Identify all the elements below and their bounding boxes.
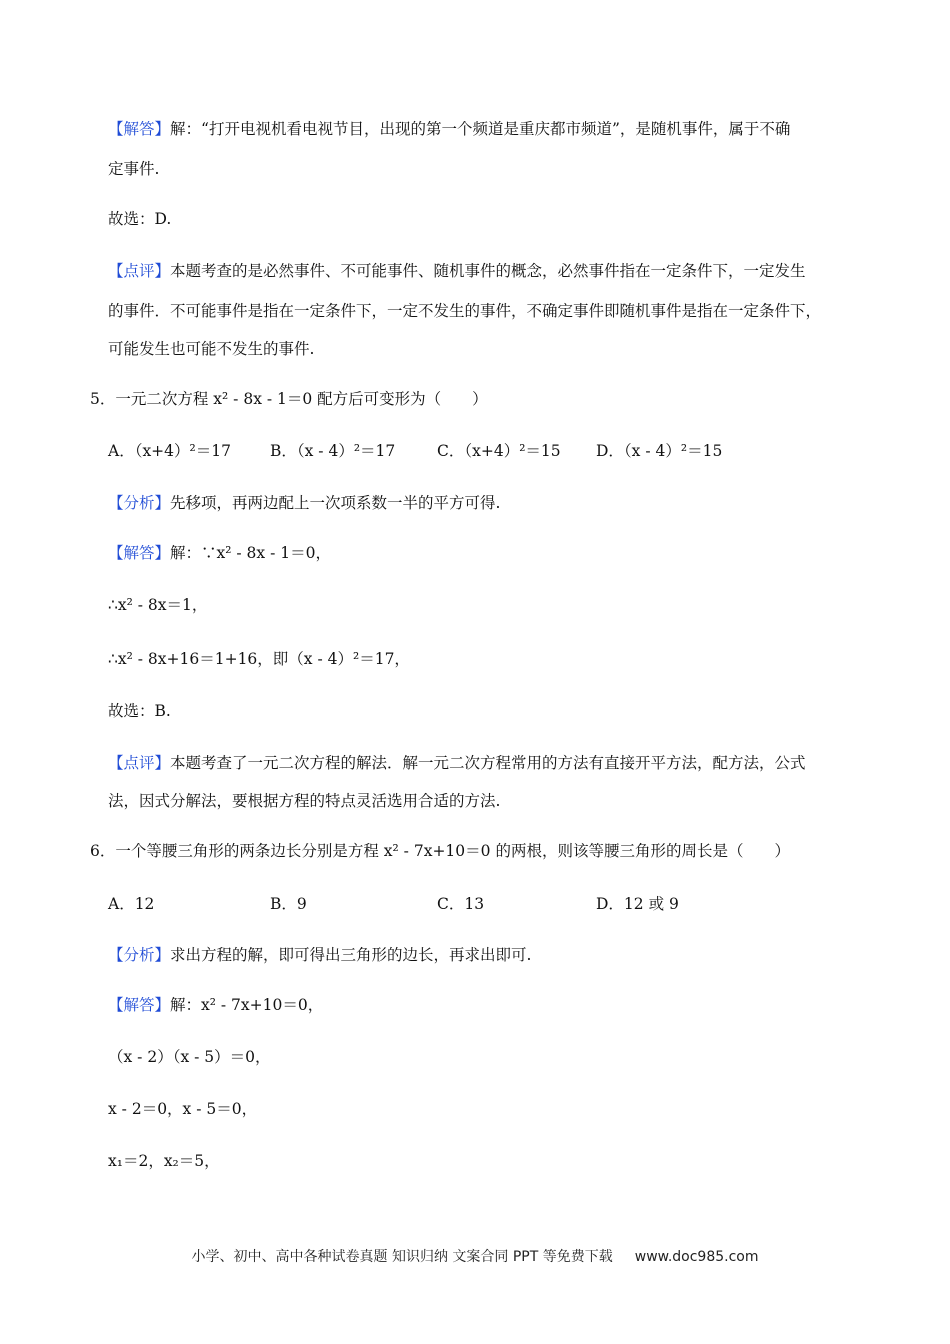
q5-option-c: C．（x+4）²＝15 <box>437 442 561 460</box>
q5-option-d: D．（x ‐ 4）²＝15 <box>596 442 723 460</box>
answer-tag: 【解答】 <box>108 544 171 562</box>
footer-site-link[interactable]: www.doc985.com <box>634 1249 759 1265</box>
q5-analysis: 【分析】先移项，再两边配上一次项系数一半的平方可得. <box>108 494 501 512</box>
comment-tag: 【点评】 <box>108 262 171 280</box>
q5-step-1: 【解答】解：∵x² ‐ 8x ‐ 1＝0， <box>108 544 331 562</box>
prev-choice: 故选：D. <box>108 210 172 228</box>
q5-option-b: B．（x ‐ 4）²＝17 <box>270 442 396 460</box>
page-footer <box>0 1246 950 1266</box>
prev-comment-line-3: 可能发生也可能不发生的事件. <box>108 340 315 358</box>
q6-stem: 6．一个等腰三角形的两条边长分别是方程 x² ‐ 7x+10＝0 的两根，则该等腰三角形的周长是（ ） <box>90 842 790 860</box>
answer-tag: 【解答】 <box>108 120 171 138</box>
q6-step-4: x₁＝2，x₂＝5， <box>108 1152 220 1170</box>
q6-step-3: x ‐ 2＝0，x ‐ 5＝0， <box>108 1100 258 1118</box>
q6-option-c: C．13 <box>437 895 485 913</box>
prev-comment-line-2: 的事件．不可能事件是指在一定条件下，一定不发生的事件，不确定事件即随机事件是指在一定条件下， <box>108 302 822 320</box>
q5-step-3: ∴x² ‐ 8x+16＝1+16，即（x ‐ 4）²＝17， <box>108 650 410 668</box>
analysis-tag: 【分析】 <box>108 946 171 964</box>
prev-answer-line-2: 定事件. <box>108 160 160 178</box>
footer-text: 小学、初中、高中各种试卷真题 知识归纳 文案合同 PPT 等免费下载 <box>191 1249 613 1265</box>
q6-step-2: （x ‐ 2）（x ‐ 5）＝0， <box>108 1048 271 1066</box>
q6-option-a: A．12 <box>108 895 155 913</box>
q5-comment-line-2: 法，因式分解法，要根据方程的特点灵活选用合适的方法. <box>108 792 501 810</box>
comment-tag: 【点评】 <box>108 754 171 772</box>
analysis-tag: 【分析】 <box>108 494 171 512</box>
q5-option-a: A．（x+4）²＝17 <box>108 442 231 460</box>
q6-option-b: B．9 <box>270 895 307 913</box>
q5-step-2: ∴x² ‐ 8x＝1， <box>108 596 208 614</box>
q6-option-d: D．12 或 9 <box>596 895 679 913</box>
q5-stem: 5．一元二次方程 x² ‐ 8x ‐ 1＝0 配方后可变形为（ ） <box>90 390 488 408</box>
answer-tag: 【解答】 <box>108 996 171 1014</box>
q6-analysis: 【分析】求出方程的解，即可得出三角形的边长，再求出即可. <box>108 946 532 964</box>
prev-comment-line-1: 【点评】本题考查的是必然事件、不可能事件、随机事件的概念，必然事件指在一定条件下，一定发生 <box>108 262 806 280</box>
q5-choice: 故选：B. <box>108 702 171 720</box>
q5-comment-line-1: 【点评】本题考查了一元二次方程的解法．解一元二次方程常用的方法有直接开平方法，配方法，公式 <box>108 754 806 772</box>
q6-step-1: 【解答】解：x² ‐ 7x+10＝0， <box>108 996 324 1014</box>
prev-answer-line-1: 【解答】解：“打开电视机看电视节目，出现的第一个频道是重庆都市频道”，是随机事件，属于不确 <box>108 120 791 138</box>
